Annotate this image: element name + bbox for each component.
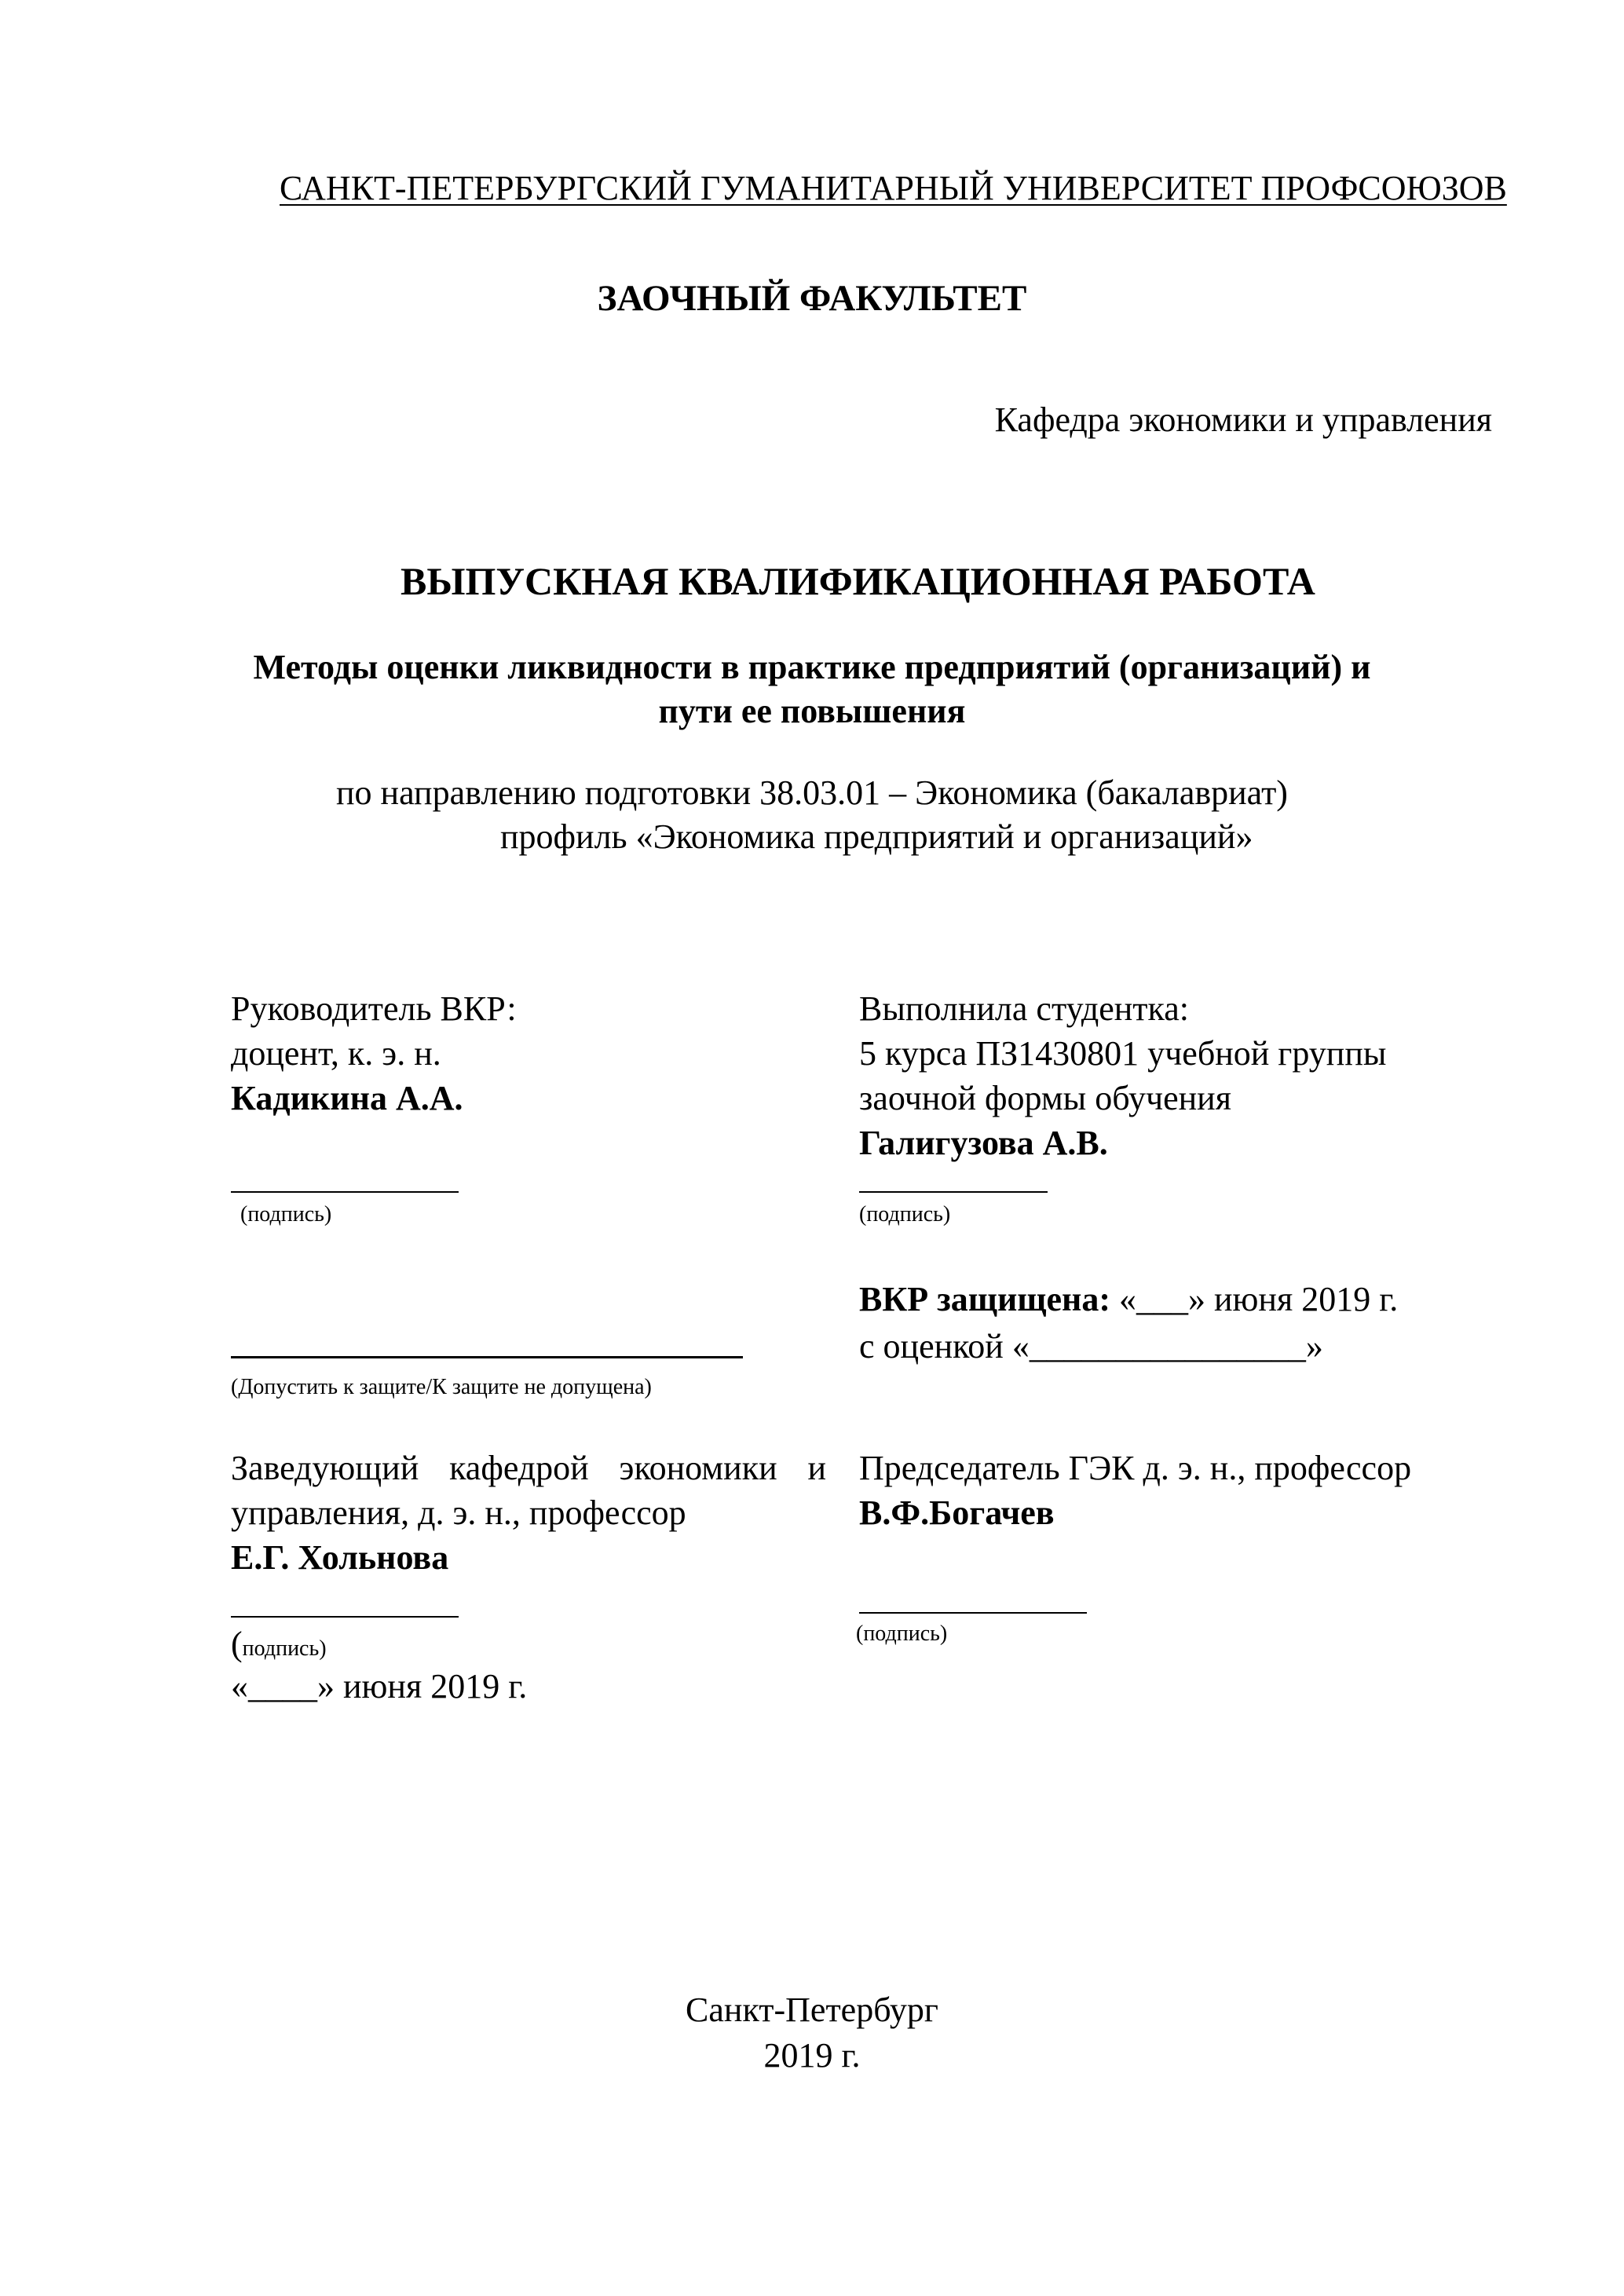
university-name: САНКТ-ПЕТЕРБУРГСКИЙ ГУМАНИТАРНЫЙ УНИВЕРСИТЕТ ПРОФСОЮЗОВ	[280, 169, 1507, 207]
head-of-department-signature-paren: (	[231, 1625, 243, 1663]
supervisor-heading: Руководитель ВКР:	[231, 989, 517, 1028]
chairman-signature-line	[859, 1612, 1087, 1614]
admission-caption: (Допустить к защите/К защите не допущена)	[231, 1375, 652, 1399]
student-name: Галигузова А.В.	[859, 1124, 1108, 1162]
study-profile: профиль «Экономика предприятий и организаций»	[500, 817, 1253, 856]
student-heading: Выполнила студентка:	[859, 989, 1189, 1028]
chairman-name: В.Ф.Богачев	[859, 1493, 1055, 1532]
defense-grade: с оценкой «________________»	[859, 1327, 1323, 1366]
study-direction: по направлению подготовки 38.03.01 – Экономика (бакалавриат)	[336, 773, 1288, 812]
student-signature-caption: (подпись)	[859, 1202, 951, 1227]
student-signature-line	[859, 1191, 1048, 1193]
work-topic-line1: Методы оценки ликвидности в практике предприятий (организаций) и	[253, 648, 1371, 686]
work-topic-line2: пути ее повышения	[658, 692, 966, 730]
head-of-department-name: Е.Г. Хольнова	[231, 1538, 449, 1577]
work-type-title: ВЫПУСКНАЯ КВАЛИФИКАЦИОННАЯ РАБОТА	[401, 559, 1315, 603]
head-of-department-signature-caption	[231, 1625, 327, 1663]
supervisor-name: Кадикина А.А.	[231, 1079, 463, 1117]
defense-label: ВКР защищена:	[859, 1280, 1110, 1318]
supervisor-signature-caption: (подпись)	[240, 1202, 332, 1227]
head-of-department-signature-line	[231, 1616, 459, 1618]
head-of-department-title-line2: управления, д. э. н., профессор	[231, 1493, 686, 1532]
head-of-department-title-line1: Заведующий кафедрой экономики и	[231, 1449, 826, 1487]
admission-signature-line	[231, 1356, 743, 1358]
supervisor-position: доцент, к. э. н.	[231, 1034, 441, 1073]
chairman-title: Председатель ГЭК д. э. н., профессор	[859, 1449, 1412, 1487]
chairman-signature-caption: (подпись)	[856, 1621, 948, 1646]
footer-city: Санкт-Петербург	[686, 1991, 938, 2029]
defense-date: «___» июня 2019 г.	[1110, 1280, 1399, 1318]
defense-date-line	[859, 1276, 1398, 1323]
faculty-name: ЗАОЧНЫЙ ФАКУЛЬТЕТ	[597, 278, 1027, 319]
head-of-department-signature-text: подпись)	[242, 1636, 327, 1661]
footer-year: 2019 г.	[763, 2036, 861, 2075]
supervisor-signature-line	[231, 1191, 459, 1193]
student-course: 5 курса ПЗ1430801 учебной группы	[859, 1034, 1387, 1073]
student-study-form: заочной формы обучения	[859, 1079, 1231, 1117]
department-name: Кафедра экономики и управления	[994, 400, 1492, 439]
head-of-department-date: «____» июня 2019 г.	[231, 1667, 528, 1706]
